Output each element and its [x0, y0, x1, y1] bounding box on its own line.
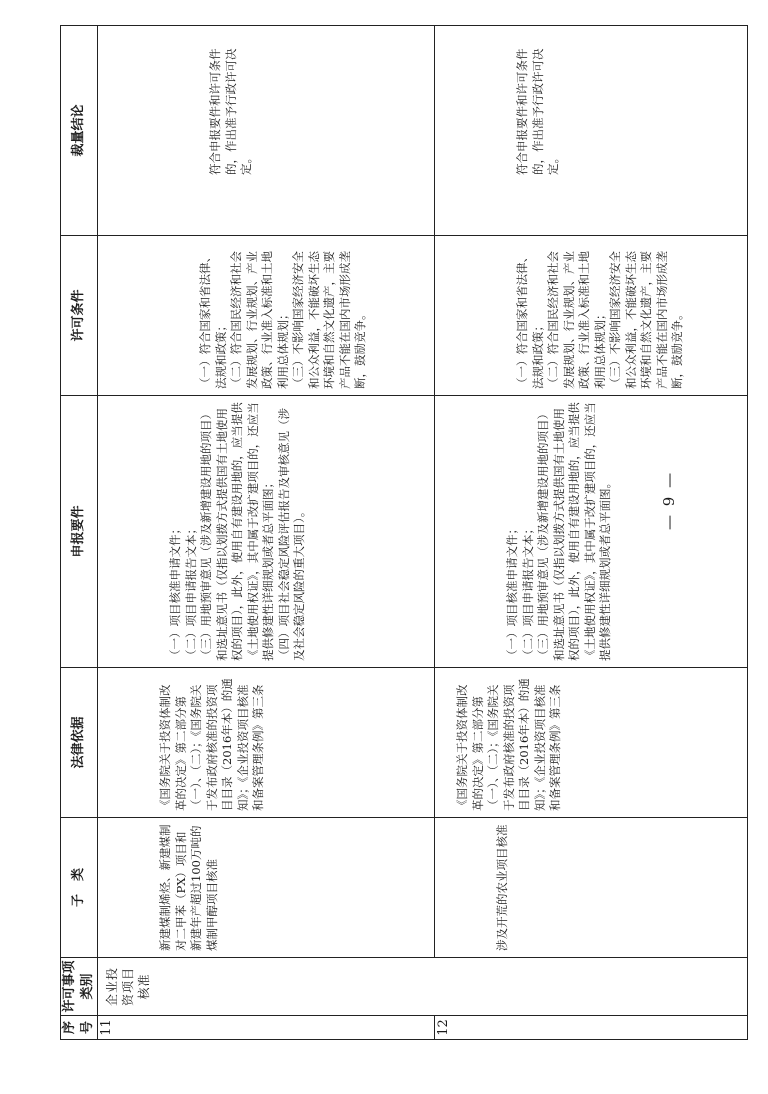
table-row — [435, 26, 748, 1040]
condition-item: （三）不影响国家经济安全和公众利益，不能破坏生态环境和自然文化遗产，主要产品不能在国内市场形成垄断，鼓励竞争。 — [608, 251, 685, 389]
condition-item: （二）符合国民经济和社会发展规划、行业规划、产业政策、行业准入标准和土地利用总体规划； — [546, 251, 607, 389]
result-cell — [435, 26, 748, 236]
row-seq — [98, 1016, 435, 1040]
legal-basis-cell — [98, 668, 435, 818]
table-header-row — [61, 26, 98, 1040]
conditions-cell — [98, 236, 435, 396]
table-row — [98, 26, 435, 1040]
header-category: 许可事项类别 — [61, 958, 98, 1016]
document-item: （三）用地预审意见（涉及新增建设用地的项目）和选址意见书（仅指以划拨方式提供国有土地使用权的项目），此外，使用自有建设用地的，应当提供《土地使用权证》，其中属于改扩建项目的，还应当提供修建性详细规划或者总平面图； — [199, 402, 276, 661]
condition-item: （二）符合国民经济和社会发展规划、行业规划、产业政策、行业准入标准和土地利用总体规划； — [229, 251, 290, 389]
category-text: 企业投资项目核准 — [105, 967, 152, 1007]
header-seq: 序号 — [61, 1016, 98, 1040]
documents-cell — [98, 396, 435, 668]
seq-number: 11 — [99, 1019, 114, 1036]
subcategory-text: 涉及开荒的农业项目核准 — [495, 824, 510, 951]
header-documents: 申报要件 — [61, 396, 98, 668]
document-item: （二）项目申请报告文本； — [183, 523, 198, 661]
condition-item: （三）不影响国家经济安全和公众利益，不能破坏生态环境和自然文化遗产，主要产品不能在国内市场形成垄断，鼓励竞争。 — [291, 251, 368, 389]
permit-table — [60, 25, 748, 1040]
condition-item: （一）符合国家和省法律、法规和政策； — [515, 251, 545, 389]
result-text: 符合申报要件和许可条件的，作出准予行政许可决定。 — [515, 48, 561, 175]
header-subcategory: 子 类 — [61, 818, 98, 958]
document-item: （三）用地预审意见（涉及新增建设用地的项目）和选址意见书（仅指以划拨方式提供国有土地使用权的项目），此外，使用自有建设用地的，应当提供《土地使用权证》，其中属于改扩建项目的，还应当提供修建性详细规划或者总平面图。 — [536, 402, 613, 661]
condition-item: （一）符合国家和省法律、法规和政策； — [198, 251, 228, 389]
subcategory-cell — [98, 818, 435, 958]
document-item: （一）项目核准申请文件； — [168, 523, 182, 661]
subcategory-text: 新建煤制烯烃、新建煤制对二甲苯（PX）项目和新建年产超过100万吨的煤制甲醇项目核准 — [158, 824, 219, 951]
page-number: — 9 — — [660, 470, 678, 530]
row-seq — [435, 1016, 748, 1040]
legal-basis-text: 《国务院关于投资体制改革的决定》第二部分第（一）、（二）；《国务院关于发布政府核准的投资项目目录（2016年本）的通知》；《企业投资项目核准和备案管理条例》第三条 — [158, 678, 266, 811]
document-item: （一）项目核准申请文件； — [505, 523, 520, 661]
document-item: （四）项目社会稳定风险评估报告及审核意见（涉及社会稳定风险的重大项目）。 — [276, 408, 307, 661]
legal-basis-text: 《国务院关于投资体制改革的决定》第二部分第（一）、（二）；《国务院关于发布政府核准的投资项目目录（2016年本）的通知》；《企业投资项目核准和备案管理条例》第三条 — [455, 678, 563, 811]
category-cell — [98, 958, 748, 1016]
document-item: （二）项目申请报告文本； — [520, 523, 535, 661]
result-text: 符合申报要件和许可条件的，作出准予行政许可决定。 — [208, 48, 254, 175]
header-result: 裁量结论 — [61, 26, 98, 236]
subcategory-cell — [435, 818, 748, 958]
conditions-cell — [435, 236, 748, 396]
documents-cell — [435, 396, 748, 668]
rotated-table-container — [60, 26, 748, 1040]
legal-basis-cell — [435, 668, 748, 818]
result-cell — [98, 26, 435, 236]
header-legal-basis: 法律依据 — [61, 668, 98, 818]
header-conditions: 许可条件 — [61, 236, 98, 396]
seq-number: 12 — [436, 1019, 452, 1036]
